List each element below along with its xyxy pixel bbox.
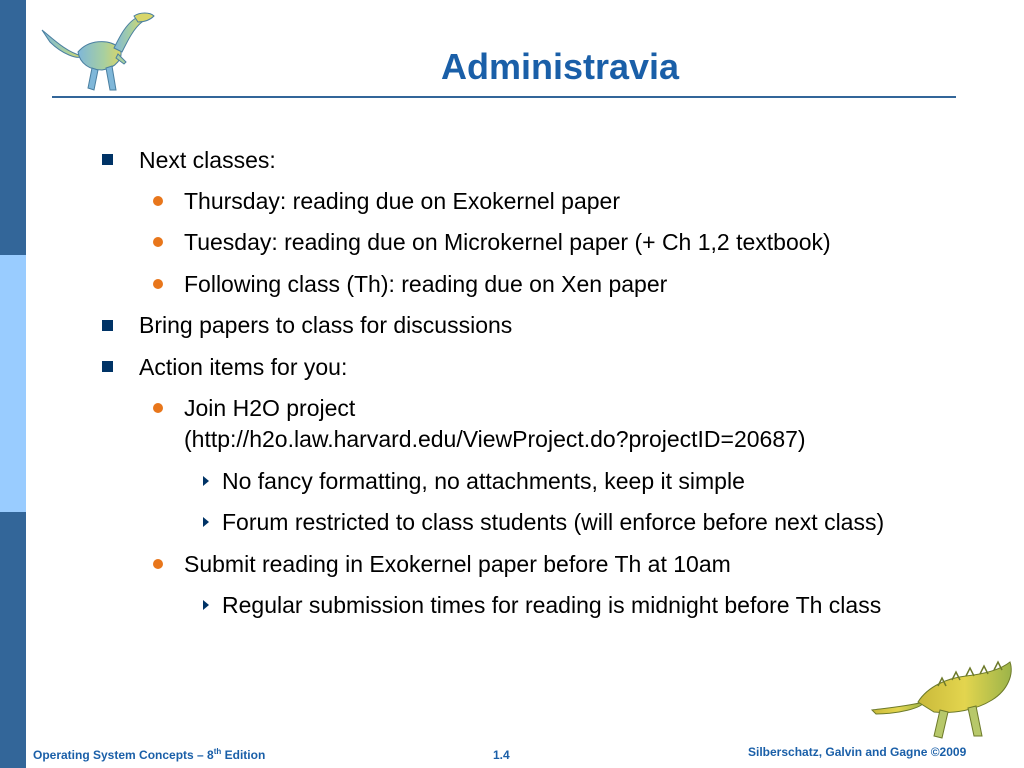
bullet-item: Thursday: reading due on Exokernel paper	[184, 188, 621, 214]
bullet-item: Next classes:	[139, 147, 276, 173]
bullet-item: Tuesday: reading due on Microkernel paper (+ Ch 1,2 textbook)	[184, 229, 831, 255]
bullet-item: No fancy formatting, no attachments, keep it simple	[222, 468, 745, 494]
footer-book-title	[33, 747, 265, 763]
bullet-item: Bring papers to class for discussions	[139, 312, 513, 338]
bullet-item: Forum restricted to class students (will enforce before next class)	[222, 509, 885, 535]
bullet-item: Submit reading in Exokernel paper before Th at 10am	[184, 551, 731, 577]
dot-bullet-icon	[153, 237, 163, 247]
triangle-bullet-icon	[203, 600, 209, 610]
footer-copyright: Silberschatz, Galvin and Gagne ©2009	[748, 745, 967, 759]
dinosaur-logo-icon	[868, 656, 1016, 742]
dot-bullet-icon	[153, 196, 163, 206]
bullet-item: Action items for you:	[139, 354, 348, 380]
footer-book-sup: th	[213, 747, 222, 756]
dot-bullet-icon	[153, 403, 163, 413]
slide-title: Administravia	[440, 46, 680, 87]
bullet-item-continuation: (http://h2o.law.harvard.edu/ViewProject.do?projectID=20687)	[184, 426, 806, 452]
square-bullet-icon	[102, 154, 113, 165]
bullet-item: Following class (Th): reading due on Xen paper	[184, 271, 668, 297]
dot-bullet-icon	[153, 559, 163, 569]
dot-bullet-icon	[153, 279, 163, 289]
footer-book-prefix: Operating System Concepts – 8	[33, 748, 214, 762]
bullet-item: Regular submission times for reading is midnight before Th class	[222, 592, 882, 618]
footer-book-suffix: Edition	[221, 748, 266, 762]
square-bullet-icon	[102, 361, 113, 372]
triangle-bullet-icon	[203, 517, 209, 527]
triangle-bullet-icon	[203, 476, 209, 486]
square-bullet-icon	[102, 320, 113, 331]
bullet-item: Join H2O project	[184, 395, 356, 421]
footer-page-number: 1.4	[493, 748, 510, 762]
